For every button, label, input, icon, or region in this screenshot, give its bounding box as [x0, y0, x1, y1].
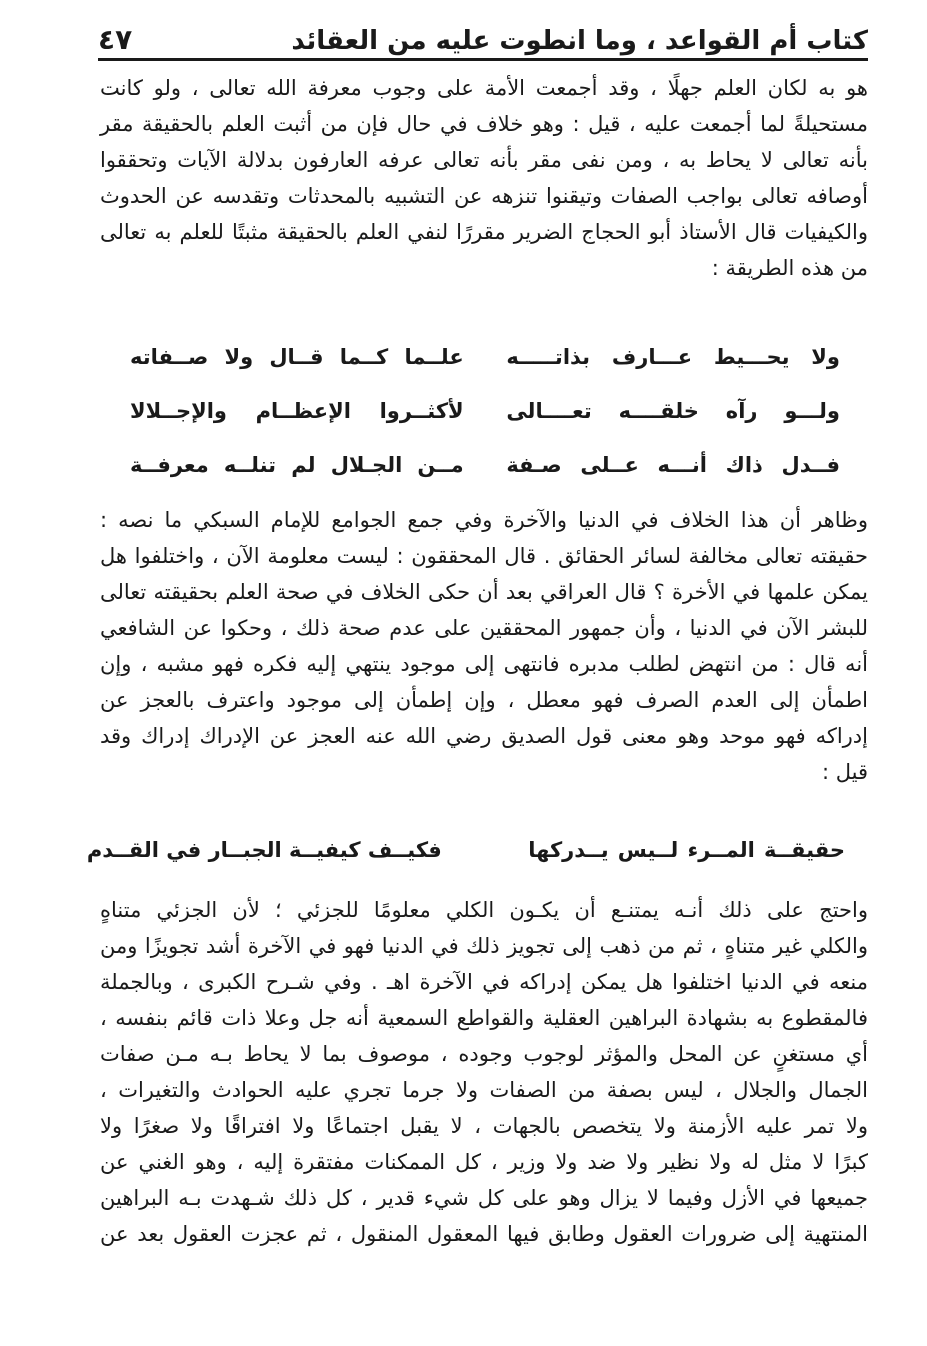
verse-hemistich-left: علــما كــما قــال ولا صــفاته [130, 345, 464, 369]
text-line: مستحيلةً لما أجمعت عليه ، قيل : وهو خلاف في حال فإن من أثبت العلم بالحقيقة مقر [100, 112, 868, 136]
text-line: جميعها في الأزل وفيما لا يزال وهو على كل شيء قدير ، كل ذلك شـهدت بـه البراهين [100, 1186, 868, 1210]
text-line: قيل : [821, 760, 868, 784]
text-line: إدراكه فهو موحد وهو معنى قول الصديق رضي الله عنه العجز عن الإدراك إدراك وقد [100, 724, 868, 748]
text-line: أوصافه تعالى بواجب الصفات وتيقنوا تنزهه عن التشبيه بالمحدثات وتقدسه عن الحدوث [100, 184, 868, 208]
text-line: للبشر الآن في الدنيا ، وأن جمهور المحققين على عدم صحة ذلك ، وحكوا عن الشافعي [100, 616, 868, 640]
text-line: هو به لكان العلم جهلًا ، وقد أجمعت الأمة على وجوب معرفة الله تعالى ، ولو كانت [100, 76, 868, 100]
verse-line [130, 438, 840, 492]
text-line: حقيقته تعالى مخالفة لسائر الحقائق . قال المحققون : ليست معلومة الآن ، واختلفوا هل [100, 544, 868, 568]
text-line: يمكن علمها في الأخرة ؟ قال العراقي بعد أن حكى الخلاف في صحة العلم بحقيقته تعالى [100, 580, 868, 604]
text-line: والكيفيات قال الأستاذ أبو الحجاج الضرير مقررًا لنفي العلم بالحقيقة مثبتًا للعلم به تعالى [100, 220, 868, 244]
paragraph-2 [100, 502, 868, 790]
verse-hemistich-left: فكيــف كيفيــة الجبــار في القــدم [86, 838, 442, 862]
verse-line [130, 330, 840, 384]
page-number: ٤٧ [98, 23, 133, 56]
verse-hemistich-right: فــدل ذاك أنـــه عــلى صـفة [506, 453, 840, 477]
poem-verse-single [86, 830, 845, 870]
text-line: ولا تمر عليه الأزمنة ولا يتخصص بالجهات ، لا يقبل اجتماعًا ولا افتراقًا ولا صغرًا ولا [100, 1114, 868, 1138]
paragraph-1 [100, 70, 868, 286]
text-line: واحتج على ذلك أنـه يمتنـع أن يكـون الكلي معلومًا للجزئي ؛ لأن الجزئي متناهٍ [100, 898, 868, 922]
verse-hemistich-left: مــن الجـلال لم تنلــه معرفــة [130, 453, 464, 477]
verse-line [130, 384, 840, 438]
text-line: فالمقطوع به بشهادة البراهين العقلية والقواطع السمعية أنه جل وعلا ذات قائم بنفسه ، [100, 1006, 868, 1030]
text-line: أي مستغنٍ عن المحل والمؤثر لوجوب وجوده ، موصوف بما لا يحاط بـه مـن صفات [100, 1042, 868, 1066]
verse-hemistich-right: ولا يحـــيط عـــارف بذاتـــــه [506, 345, 840, 369]
text-line: من هذه الطريقة : [711, 256, 868, 280]
text-line: والكلي غير متناهٍ ، ثم من ذهب إلى تجويز ذلك في الدنيا فهو في الآخرة أشد تجويزًا ومن [100, 934, 868, 958]
verse-hemistich-right: ولـــو رآه خلقــــه تعــــالى [506, 399, 840, 423]
page-header [98, 18, 868, 61]
text-line: اطمأن إلى العدم الصرف فهو معطل ، وإن إطمأن إلى موجود واعترف بالعجز عن [100, 688, 868, 712]
text-line: كبرًا لا مثل له ولا نظير ولا ضد ولا وزير ، كل الممكنات مفتقرة إليه ، وهو الغني عن [100, 1150, 868, 1174]
verse-hemistich-right: حقيقــة المــرء لــيس يــدركها [528, 838, 845, 862]
poem-verses [130, 330, 840, 492]
verse-hemistich-left: لأكثــروا الإعظــام والإجــلالا [130, 399, 464, 423]
text-line: المنتهية إلى ضرورات العقول وطابق فيها المعقول المنقول ، ثم عجزت العقول بعد عن [100, 1222, 868, 1246]
text-line: منعه في الدنيا اختلفوا هل يمكن إدراكه في الآخرة اهـ . وفي شـرح الكبرى ، وبالجملة [100, 970, 868, 994]
running-title: كتاب أم القواعد ، وما انطوت عليه من العقائد [291, 26, 868, 56]
verse-line [86, 830, 845, 870]
paragraph-3 [100, 892, 868, 1252]
text-line: أنه قال : من انتهض لطلب مدبره فانتهى إلى موجود ينتهي إليه فكره فهو مشبه ، وإن [100, 652, 868, 676]
text-line: الجمال والجلال ، ليس بصفة من الصفات ولا جرما تجري عليه الحوادث والتغيرات ، [100, 1078, 868, 1102]
text-line: بأنه تعالى لا يحاط به ، ومن نفى مقر بأنه تعالى عرفه العارفون بدلالة الآيات وتحققوا [100, 148, 868, 172]
text-line: وظاهر أن هذا الخلاف في الدنيا والآخرة وفي جمع الجوامع للإمام السبكي ما نصه : [100, 508, 868, 532]
